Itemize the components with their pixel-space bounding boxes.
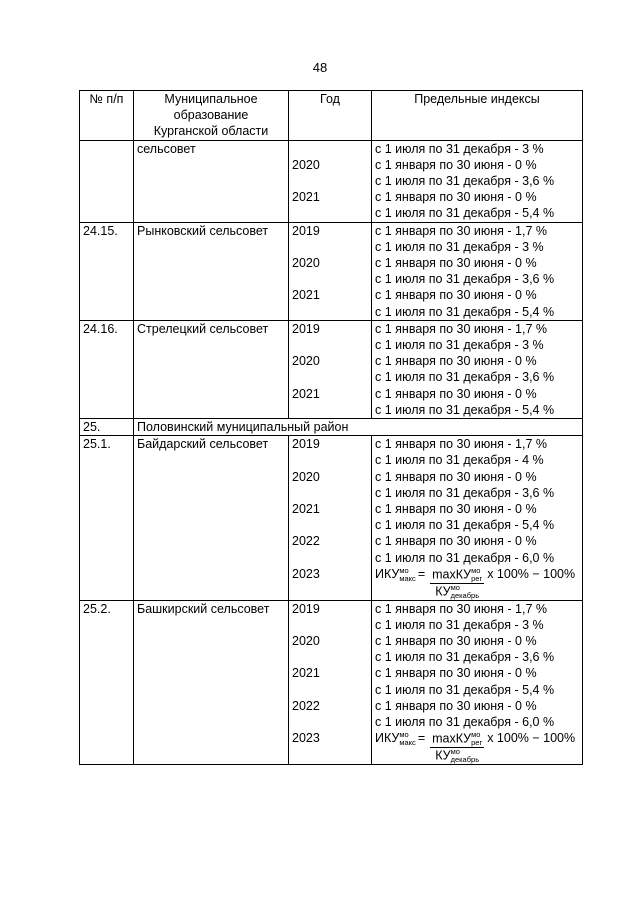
row-number: 24.15.	[80, 222, 134, 320]
formula	[375, 566, 579, 600]
header-municipality	[134, 91, 289, 141]
formula-den-scripts	[451, 748, 480, 764]
year-value: 2021	[292, 190, 320, 205]
formula-lhs-sup: мо	[399, 565, 409, 575]
year-value	[292, 173, 368, 189]
year-value: 2020	[292, 256, 320, 271]
index-line: с 1 января по 30 июня - 0 %	[375, 534, 537, 549]
header-number: № п/п	[80, 91, 134, 141]
formula-den-main: КУ	[435, 748, 451, 763]
municipality-name: Байдарский сельсовет	[134, 436, 289, 600]
table-row	[80, 600, 583, 764]
formula-num-sub: рег	[471, 737, 483, 747]
formula-lhs: ИКУ	[375, 566, 400, 581]
index-line: с 1 июля по 31 декабря - 6,0 %	[375, 550, 555, 565]
formula-lhs-scripts	[399, 567, 415, 583]
index-line: с 1 июля по 31 декабря - 5,4 %	[375, 518, 555, 533]
row-number: 25.2.	[80, 600, 134, 764]
header-municipality-line: образование	[173, 108, 249, 123]
year-value	[292, 517, 368, 533]
index-line: с 1 января по 30 июня - 0 %	[375, 469, 537, 484]
formula-tail: x 100% − 100%	[487, 566, 576, 581]
district-name: Половинский муниципальный район	[134, 419, 583, 436]
index-line: с 1 января по 30 июня - 0 %	[375, 502, 537, 517]
index-line: с 1 июля по 31 декабря - 3,6 %	[375, 272, 555, 287]
index-line: с 1 июля по 31 декабря - 3 %	[375, 239, 544, 254]
municipality-name: Стрелецкий сельсовет	[134, 320, 289, 418]
formula-lhs-sub: макс	[399, 573, 416, 583]
index-line: с 1 июля по 31 декабря - 4 %	[375, 453, 544, 468]
formula-numerator	[430, 567, 484, 584]
year-value	[292, 682, 368, 698]
formula-den-sup: мо	[450, 746, 460, 756]
index-line: с 1 января по 30 июня - 0 %	[375, 634, 537, 648]
municipality-name: Башкирский сельсовет	[134, 600, 289, 764]
formula-lhs-scripts	[399, 731, 415, 747]
formula-num-sup: мо	[471, 565, 481, 575]
formula-num-sup: мо	[471, 729, 481, 739]
year-value	[292, 141, 368, 157]
header-municipality-line: Муниципальное	[164, 92, 258, 106]
formula-equals: =	[417, 566, 426, 581]
index-line: с 1 июля по 31 декабря - 5,4 %	[375, 682, 555, 697]
year-value	[292, 304, 368, 320]
table-row	[80, 436, 583, 600]
formula-numerator	[430, 731, 484, 748]
indices-cell	[372, 222, 583, 320]
year-value	[292, 402, 368, 418]
formula-den-sub: декабрь	[450, 590, 480, 600]
index-line: с 1 июля по 31 декабря - 3 %	[375, 617, 544, 632]
index-line: с 1 января по 30 июня - 1,7 %	[375, 321, 547, 336]
year-value: 2019	[292, 223, 320, 238]
index-line: с 1 июля по 31 декабря - 5,4 %	[375, 304, 555, 319]
year-value: 2020	[292, 354, 320, 369]
year-value: 2019	[292, 601, 320, 616]
index-line: с 1 января по 30 июня - 0 %	[375, 354, 537, 369]
table-row	[80, 419, 583, 436]
formula-den-main: КУ	[435, 583, 451, 598]
year-value	[292, 485, 368, 501]
index-line: с 1 июля по 31 декабря - 3,6 %	[375, 174, 555, 189]
formula-lhs: ИКУ	[375, 731, 400, 746]
index-line: с 1 июля по 31 декабря - 3,6 %	[375, 370, 555, 385]
index-line: с 1 января по 30 июня - 1,7 %	[375, 437, 547, 452]
formula-num-main: maxКУ	[432, 566, 472, 581]
index-line: с 1 января по 30 июня - 0 %	[375, 190, 537, 205]
index-line: с 1 января по 30 июня - 0 %	[375, 288, 537, 303]
indices-cell	[372, 436, 583, 600]
formula-num-main: maxКУ	[432, 731, 472, 746]
formula-tail: x 100% − 100%	[487, 731, 576, 746]
formula-fraction	[430, 567, 484, 600]
header-municipality-line: Курганской области	[153, 124, 269, 139]
index-line: с 1 января по 30 июня - 0 %	[375, 698, 537, 713]
municipality-name: сельсовет	[134, 140, 289, 222]
row-number: 25.1.	[80, 436, 134, 600]
table-row	[80, 320, 583, 418]
year-value	[292, 550, 368, 566]
formula-lhs-sub: макс	[399, 737, 416, 747]
year-cell	[289, 320, 372, 418]
header-year: Год	[289, 91, 372, 141]
year-value: 2019	[292, 321, 320, 336]
index-line: с 1 июля по 31 декабря - 5,4 %	[375, 206, 555, 221]
year-value	[292, 205, 368, 221]
formula-num-scripts	[471, 731, 482, 747]
index-line: с 1 января по 30 июня - 1,7 %	[375, 601, 547, 616]
year-value: 2023	[292, 566, 320, 581]
year-value: 2022	[292, 698, 320, 713]
limit-indices-table	[79, 90, 583, 765]
year-value: 2021	[292, 502, 320, 517]
index-line: с 1 июля по 31 декабря - 3,6 %	[375, 650, 555, 665]
header-indices: Предельные индексы	[372, 91, 583, 141]
year-value: 2021	[292, 386, 320, 401]
year-value	[292, 369, 368, 385]
index-line: с 1 января по 30 июня - 0 %	[375, 256, 537, 271]
year-value	[292, 649, 368, 665]
index-line: с 1 января по 30 июня - 1,7 %	[375, 223, 547, 238]
formula-den-sup: мо	[450, 582, 460, 592]
formula-fraction	[430, 731, 484, 764]
formula-den-scripts	[451, 584, 480, 600]
year-value: 2021	[292, 666, 320, 681]
index-line: с 1 января по 30 июня - 0 %	[375, 386, 537, 401]
formula-num-sub: рег	[471, 573, 483, 583]
index-line: с 1 июля по 31 декабря - 3 %	[375, 338, 544, 353]
row-number	[80, 140, 134, 222]
index-line: с 1 июля по 31 декабря - 6,0 %	[375, 715, 555, 730]
year-value: 2020	[292, 469, 320, 484]
index-line: с 1 января по 30 июня - 0 %	[375, 157, 537, 172]
formula	[375, 730, 579, 764]
row-number: 25.	[80, 419, 134, 436]
year-value	[292, 714, 368, 730]
year-value	[292, 239, 368, 255]
municipality-name: Рынковский сельсовет	[134, 222, 289, 320]
year-value: 2019	[292, 437, 320, 452]
year-cell	[289, 222, 372, 320]
index-line: с 1 июля по 31 декабря - 3 %	[375, 141, 544, 156]
formula-den-sub: декабрь	[450, 754, 480, 764]
index-line: с 1 июля по 31 декабря - 3,6 %	[375, 485, 555, 500]
formula-num-scripts	[471, 567, 482, 583]
index-line: с 1 января по 30 июня - 0 %	[375, 666, 537, 681]
year-cell	[289, 436, 372, 600]
year-value	[292, 452, 368, 468]
indices-cell	[372, 140, 583, 222]
row-number: 24.16.	[80, 320, 134, 418]
table-row	[80, 222, 583, 320]
page-number: 48	[312, 60, 328, 75]
formula-denominator	[435, 584, 479, 600]
year-cell	[289, 140, 372, 222]
year-value: 2021	[292, 288, 320, 303]
year-value: 2020	[292, 634, 320, 648]
year-value: 2022	[292, 534, 320, 549]
year-value	[292, 617, 368, 633]
indices-cell	[372, 320, 583, 418]
formula-denominator	[435, 748, 479, 764]
index-line: с 1 июля по 31 декабря - 5,4 %	[375, 402, 555, 417]
formula-lhs-sup: мо	[399, 729, 409, 739]
year-value: 2023	[292, 731, 320, 746]
year-value	[292, 271, 368, 287]
table-row	[80, 140, 583, 222]
indices-cell	[372, 600, 583, 764]
table-header-row	[80, 91, 583, 141]
year-value	[292, 337, 368, 353]
year-value: 2020	[292, 157, 320, 172]
year-cell	[289, 600, 372, 764]
formula-equals: =	[417, 731, 426, 746]
